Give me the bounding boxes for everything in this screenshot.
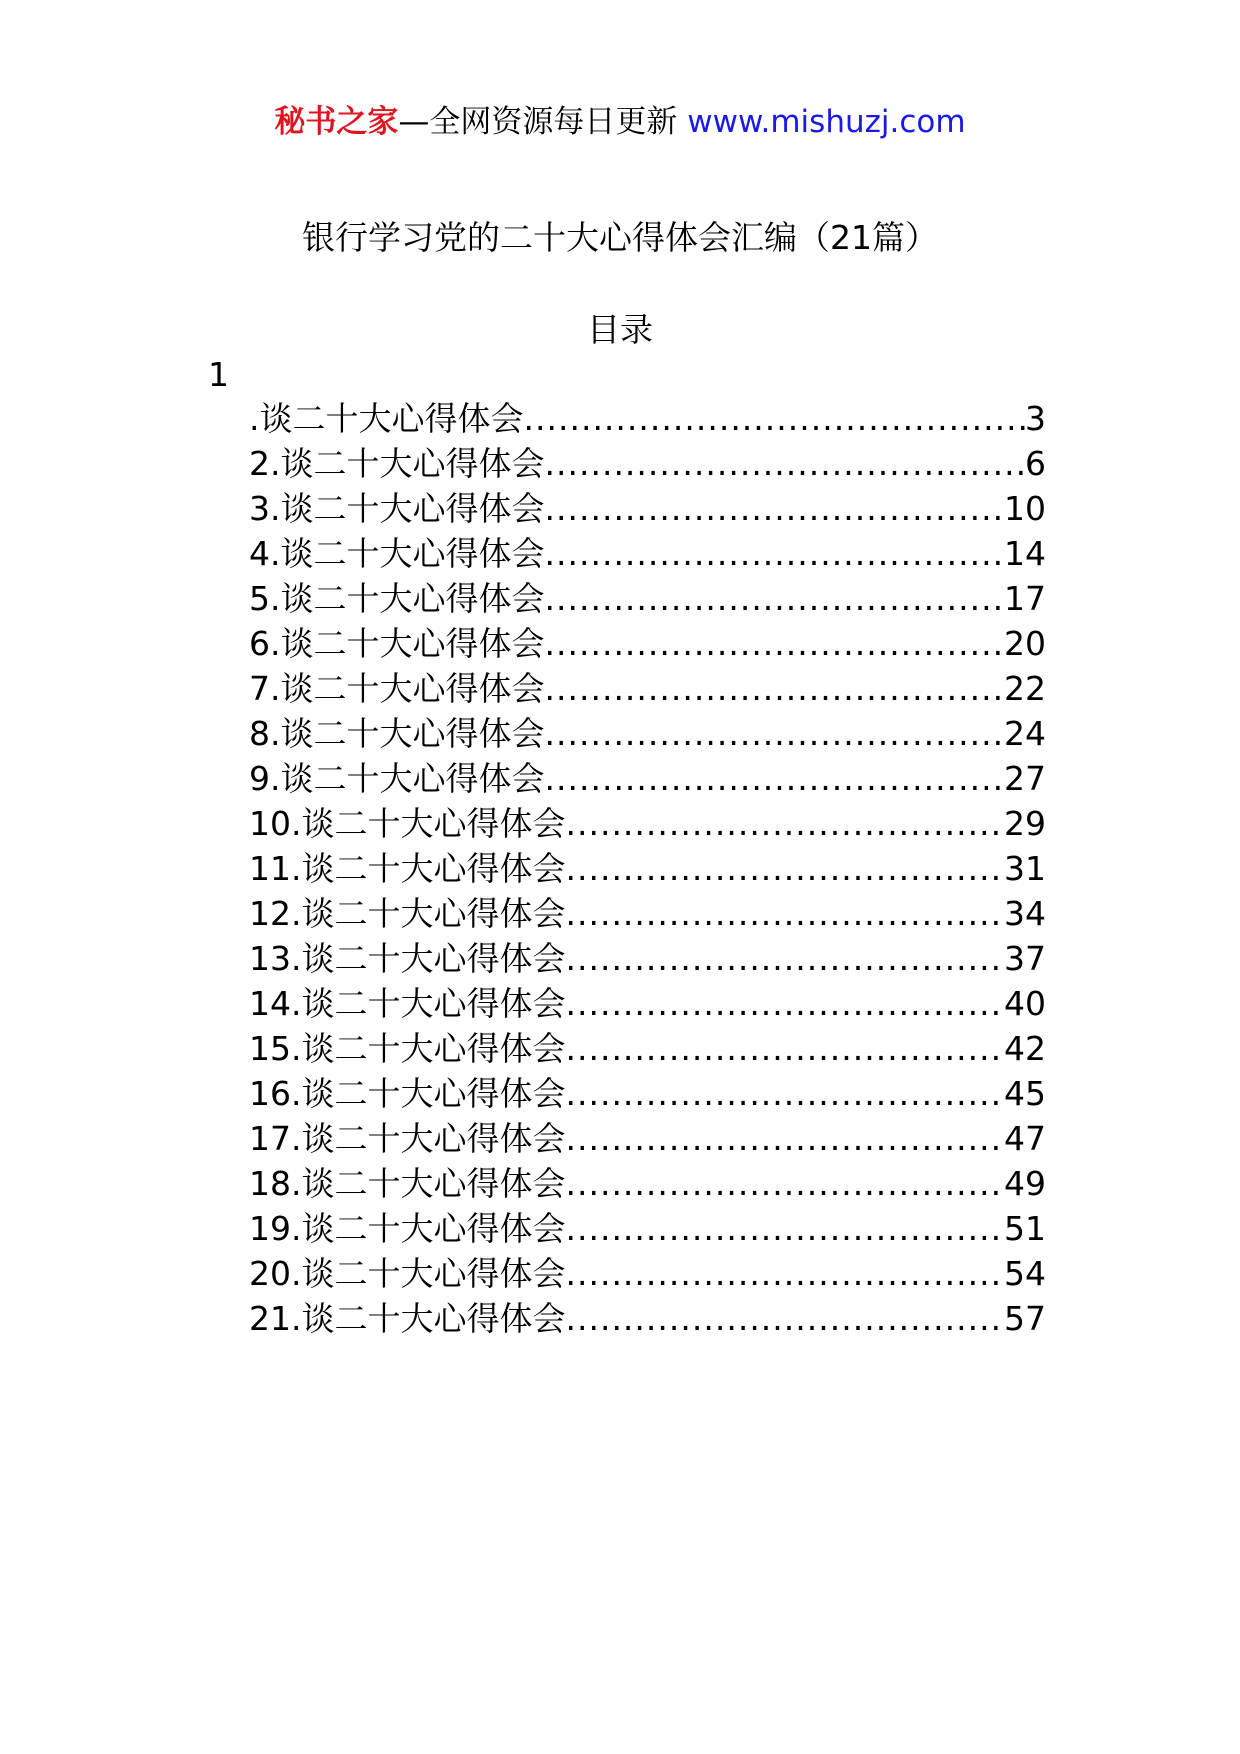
- toc-entry[interactable]: [249, 936, 1046, 981]
- toc-entry[interactable]: [249, 1296, 1046, 1341]
- toc-entry-page: 3: [1025, 399, 1046, 438]
- toc-entry-page: 49: [1004, 1164, 1046, 1203]
- toc-leader-dots: [545, 756, 1005, 801]
- toc-entry-page: 37: [1004, 939, 1046, 978]
- toc-entry[interactable]: [249, 1026, 1046, 1071]
- toc-leader-dots: [545, 576, 1005, 621]
- toc-leader-dots: [565, 1071, 1004, 1116]
- toc-entry[interactable]: [249, 711, 1046, 756]
- toc-entry-title: 7.谈二十大心得体会: [249, 669, 545, 708]
- toc-entry[interactable]: [249, 396, 1046, 441]
- toc-leader-dots: [565, 801, 1004, 846]
- toc-entry[interactable]: [249, 1071, 1046, 1116]
- toc-leader-dots: [565, 981, 1004, 1026]
- toc-entry-title: 21.谈二十大心得体会: [249, 1299, 566, 1338]
- toc-entry-title: 8.谈二十大心得体会: [249, 714, 545, 753]
- toc-leader-dots: [565, 1116, 1004, 1161]
- toc-entry-page: 29: [1004, 804, 1046, 843]
- toc-leader-dots: [545, 486, 1005, 531]
- toc-entry[interactable]: [249, 1251, 1046, 1296]
- toc-leader-dots: [545, 531, 1005, 576]
- toc-entry-title: 18.谈二十大心得体会: [249, 1164, 566, 1203]
- toc-leader-dots: [565, 846, 1004, 891]
- toc-leader-dots: [565, 936, 1004, 981]
- toc-entry[interactable]: [249, 801, 1046, 846]
- document-title: 银行学习党的二十大心得体会汇编（21篇）: [302, 218, 938, 257]
- toc-entry-page: 24: [1004, 714, 1046, 753]
- brand-name: 秘书之家: [274, 104, 399, 140]
- toc-entry-title: 3.谈二十大心得体会: [249, 489, 545, 528]
- toc-entry[interactable]: [249, 981, 1046, 1026]
- toc-leader-dots: [524, 396, 1026, 441]
- toc-entry-page: 57: [1004, 1299, 1046, 1338]
- toc-entry-page: 20: [1004, 624, 1046, 663]
- toc-entry-title: 6.谈二十大心得体会: [249, 624, 545, 663]
- toc-leader-dots: [545, 666, 1005, 711]
- toc-entry-title: 2.谈二十大心得体会: [249, 444, 545, 483]
- toc-leader-dots: [565, 1296, 1004, 1341]
- toc-entry-page: 45: [1004, 1074, 1046, 1113]
- toc-entry[interactable]: [249, 1206, 1046, 1251]
- toc-leader-dots: [565, 1026, 1004, 1071]
- toc-entry[interactable]: [249, 1161, 1046, 1206]
- toc-leader-dots: [545, 621, 1005, 666]
- toc-entry-title: 20.谈二十大心得体会: [249, 1254, 566, 1293]
- toc-entry-page: 17: [1004, 579, 1046, 618]
- toc-entry-title: 4.谈二十大心得体会: [249, 534, 545, 573]
- toc-entry[interactable]: [249, 846, 1046, 891]
- toc-leader-dots: [565, 1161, 1004, 1206]
- toc-entry-page: 40: [1004, 984, 1046, 1023]
- toc-entry-title: 5.谈二十大心得体会: [249, 579, 545, 618]
- toc-entry[interactable]: [249, 531, 1046, 576]
- toc-entry-title: 15.谈二十大心得体会: [249, 1029, 566, 1068]
- toc-entry-title: 13.谈二十大心得体会: [249, 939, 566, 978]
- site-url-link[interactable]: www.mishuzj.com: [687, 104, 966, 140]
- toc-entry[interactable]: [249, 621, 1046, 666]
- toc-entry-page: 31: [1004, 849, 1046, 888]
- toc-heading: 目录: [587, 310, 653, 349]
- toc-entry[interactable]: [249, 891, 1046, 936]
- toc-entry[interactable]: [249, 486, 1046, 531]
- toc-entry-title: 9.谈二十大心得体会: [249, 759, 545, 798]
- toc-entry-page: 34: [1004, 894, 1046, 933]
- toc-leader-dots: [545, 711, 1005, 756]
- toc-entry-page: 10: [1004, 489, 1046, 528]
- header-tagline: —全网资源每日更新: [398, 104, 688, 140]
- toc-entry-page: 14: [1004, 534, 1046, 573]
- toc-entry-page: 54: [1004, 1254, 1046, 1293]
- toc-entry-page: 51: [1004, 1209, 1046, 1248]
- toc-entry-title: 16.谈二十大心得体会: [249, 1074, 566, 1113]
- toc-entry-page: 22: [1004, 669, 1046, 708]
- toc-entry[interactable]: [249, 756, 1046, 801]
- toc-entry[interactable]: [249, 666, 1046, 711]
- toc-entry-title: 14.谈二十大心得体会: [249, 984, 566, 1023]
- toc-entry-page: 47: [1004, 1119, 1046, 1158]
- toc-entry-title: 17.谈二十大心得体会: [249, 1119, 566, 1158]
- toc-entry-page: 42: [1004, 1029, 1046, 1068]
- page-header: [0, 100, 1240, 144]
- toc-lead-number: 1: [208, 355, 229, 394]
- toc-entry-title: 10.谈二十大心得体会: [249, 804, 566, 843]
- toc-entry[interactable]: [249, 441, 1046, 486]
- toc-entry-page: 27: [1004, 759, 1046, 798]
- toc-leader-dots: [565, 1251, 1004, 1296]
- toc-entry-title: 19.谈二十大心得体会: [249, 1209, 566, 1248]
- toc-leader-dots: [565, 1206, 1004, 1251]
- toc-entry[interactable]: [249, 1116, 1046, 1161]
- toc-leader-dots: [545, 441, 1026, 486]
- toc-leader-dots: [565, 891, 1004, 936]
- toc-entry-title: 12.谈二十大心得体会: [249, 894, 566, 933]
- toc-entry-title: 11.谈二十大心得体会: [249, 849, 566, 888]
- toc-list: [249, 396, 1046, 1341]
- toc-entry-page: 6: [1025, 444, 1046, 483]
- toc-entry[interactable]: [249, 576, 1046, 621]
- toc-entry-title: .谈二十大心得体会: [249, 399, 524, 438]
